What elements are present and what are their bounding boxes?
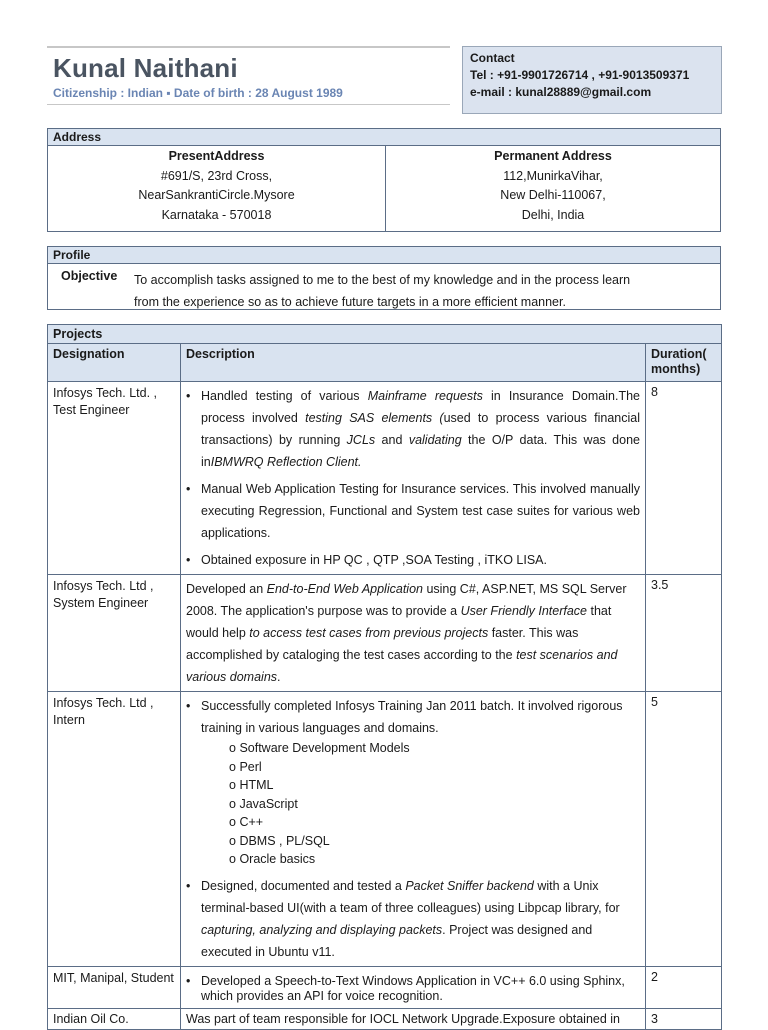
table-row	[48, 692, 722, 967]
bullet-list	[199, 974, 640, 1004]
table-row	[48, 966, 722, 1008]
bullet-item: • Handled testing of various Mainframe requests in Insurance Domain.The process involved testing SAS elements (used to process various financial transactions) by running JCLs and validating the O/P data. This was done inIBMWRQ Reflection Client.	[199, 385, 640, 473]
row-description	[181, 382, 646, 575]
sub-item: o C++	[229, 813, 640, 832]
projects-table	[47, 324, 722, 1030]
permanent-address	[386, 147, 720, 225]
permanent-address-label: Permanent Address	[494, 149, 612, 163]
profile-heading: Profile	[48, 247, 720, 264]
col-header-description: Description	[181, 344, 646, 382]
row-designation: Infosys Tech. Ltd , System Engineer	[48, 575, 181, 692]
bullet-item: • Obtained exposure in HP QC , QTP ,SOA Testing , iTKO LISA.	[199, 549, 640, 571]
present-address	[48, 147, 385, 225]
sub-item: o HTML	[229, 776, 640, 795]
present-address-line: #691/S, 23rd Cross,	[160, 168, 273, 183]
sub-item: o DBMS , PL/SQL	[229, 832, 640, 851]
header-bottom-rule	[47, 104, 450, 105]
row-duration: 3	[646, 1008, 722, 1029]
row-designation: Infosys Tech. Ltd. , Test Engineer	[48, 382, 181, 575]
sub-list	[199, 739, 640, 869]
projects-section	[47, 324, 721, 1030]
table-row	[48, 1008, 722, 1029]
present-address-label: PresentAddress	[168, 149, 265, 163]
table-row	[48, 575, 722, 692]
projects-heading: Projects	[48, 325, 722, 344]
col-header-designation: Designation	[48, 344, 181, 382]
citizenship-line: Citizenship : Indian ▪ Date of birth : 28 August 1989	[53, 86, 343, 100]
bullet-item: • Designed, documented and tested a Packet Sniffer backend with a Unix terminal-based UI(with a team of three colleagues) using Libpcap library, for capturing, analyzing and displaying packets. Project was designed and executed in Ubuntu v11.	[199, 875, 640, 963]
contact-email: e-mail : kunal28889@gmail.com	[470, 85, 652, 99]
present-address-line: NearSankrantiCircle.Mysore	[138, 188, 295, 202]
contact-title: Contact	[470, 51, 515, 65]
objective-line: To accomplish tasks assigned to me to the best of my knowledge and in the process learn	[134, 273, 631, 287]
row-duration: 8	[646, 382, 722, 575]
candidate-name: Kunal Naithani	[53, 53, 238, 83]
row-designation: Indian Oil Co.	[48, 1008, 181, 1029]
row-designation: MIT, Manipal, Student	[48, 966, 181, 1008]
row-duration: 2	[646, 966, 722, 1008]
row-description	[181, 692, 646, 967]
permanent-address-line: New Delhi-110067,	[500, 188, 606, 202]
present-address-line: Karnataka - 570018	[161, 207, 272, 222]
bullet-item: • Developed a Speech-to-Text Windows Application in VC++ 6.0 using Sphinx, which provides an API for voice recognition.	[199, 974, 640, 1004]
row-description: Was part of team responsible for IOCL Network Upgrade.Exposure obtained in	[181, 1008, 646, 1029]
objective-label: Objective	[61, 269, 118, 283]
row-duration: 5	[646, 692, 722, 967]
sub-item: o Perl	[229, 758, 640, 777]
permanent-address-line: 112,MunirkaVihar,	[503, 168, 603, 183]
permanent-address-line: Delhi, India	[521, 207, 585, 222]
sub-item: o Oracle basics	[229, 850, 640, 869]
row-designation: Infosys Tech. Ltd , Intern	[48, 692, 181, 967]
bullet-item: • Manual Web Application Testing for Insurance services. This involved manually executing Regression, Functional and System test case suites for various web applications.	[199, 478, 640, 544]
bullet-list	[199, 385, 640, 571]
bullet-list	[199, 875, 640, 963]
bullet-item: • Successfully completed Infosys Training Jan 2011 batch. It involved rigorous training in various languages and domains.	[199, 695, 640, 739]
address-heading: Address	[48, 129, 720, 146]
address-section	[47, 128, 721, 232]
contact-box	[462, 46, 722, 114]
header-top-rule	[47, 46, 450, 48]
objective-text	[134, 269, 630, 313]
row-description: Developed an End-to-End Web Application using C#, ASP.NET, MS SQL Server 2008. The application's purpose was to provide a User Friendly Interface that would help to access test cases from previous projects faster. This was accomplished by cataloging the test cases according to the test scenarios and various domains.	[181, 575, 646, 692]
bullet-list	[199, 695, 640, 739]
sub-item: o JavaScript	[229, 795, 640, 814]
table-row	[48, 382, 722, 575]
row-duration: 3.5	[646, 575, 722, 692]
sub-item: o Software Development Models	[229, 739, 640, 758]
row-description	[181, 966, 646, 1008]
col-header-duration: Duration( months)	[646, 344, 722, 382]
objective-line: from the experience so as to achieve future targets in a more efficient manner.	[134, 295, 566, 309]
profile-section	[47, 246, 721, 310]
contact-tel: Tel : +91-9901726714 , +91-9013509371	[470, 68, 690, 82]
